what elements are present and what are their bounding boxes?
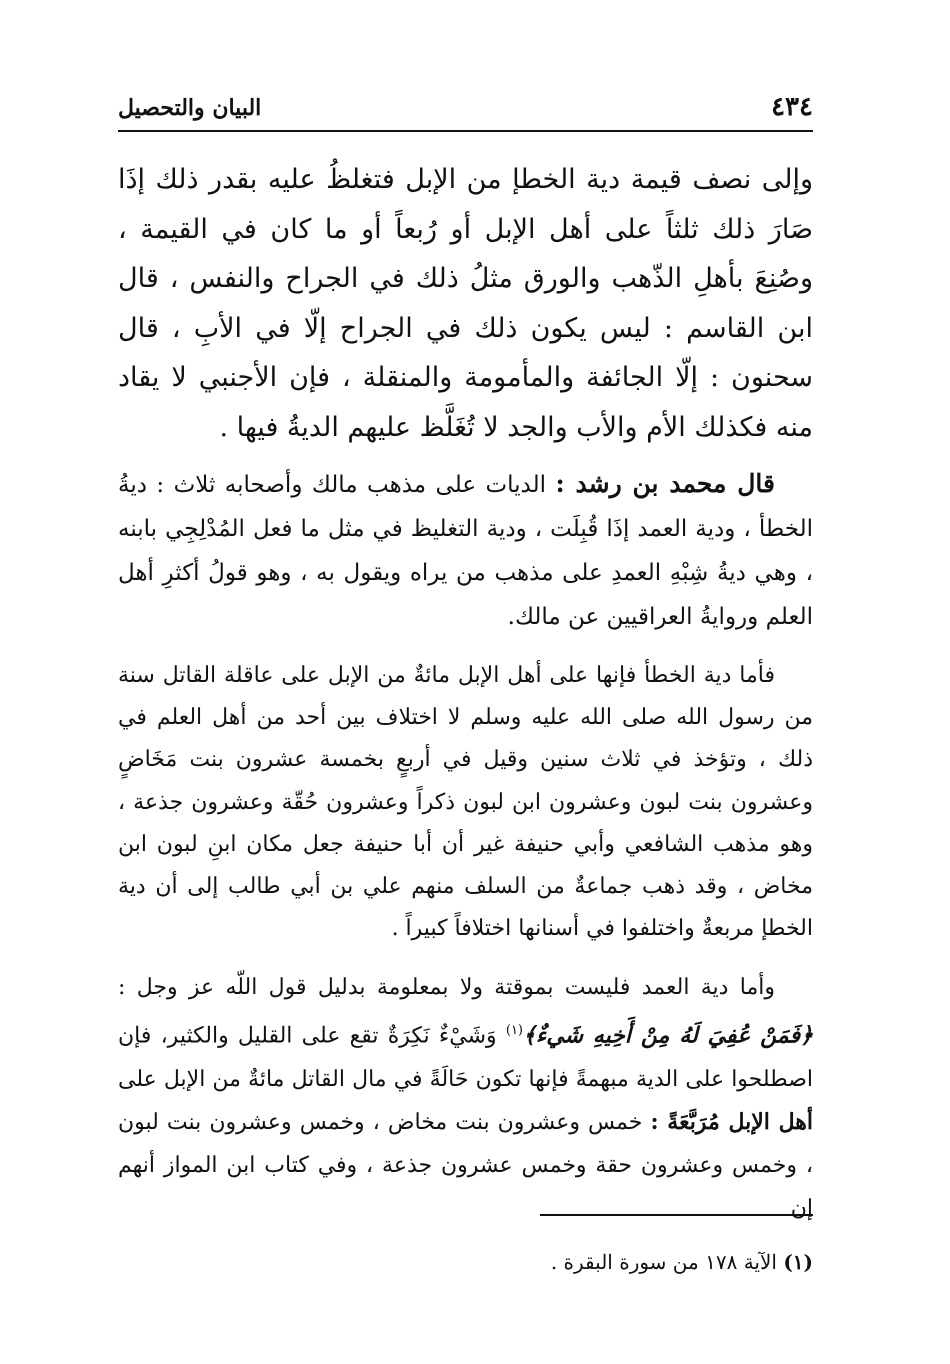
page-number: ٤٣٤ xyxy=(771,92,813,122)
speaker-label: قال محمد بن رشد : xyxy=(555,469,775,498)
paragraph-1-text: وإلى نصف قيمة دية الخطإ من الإبل فتغلظُ عليه بقدر ذلك إذَا صَارَ ذلك ثلثاً على أهل الإبل أو رُبعاً أو ما كان في القيمة ، وصُنِعَ بأهلِ الذّهب والورق مثلُ ذلك في الجراح والنفس ، قال ابن القاسم : ليس يكون ذلك في الجراح إلّا في الأبِ ، قال سحنون : إلّا الجائفة والمأمومة والمنقلة ، فإن الأجنبي لا يقاد منه فكذلك الأم والأب والجد لا تُغَلَّظ عليهم الديةُ فيها . xyxy=(118,164,813,443)
paragraph-4-end: خمس وعشرون بنت مخاض ، وخمس وعشرون بنت لبون ، وخمس وعشرون حقة وخمس عشرون جذعة ، وفي كتاب ابن المواز أنهم إن xyxy=(118,1109,813,1221)
footnote-text: الآية ١٧٨ من سورة البقرة . xyxy=(550,1250,777,1274)
main-text xyxy=(118,155,813,1230)
page-header xyxy=(118,92,813,132)
paragraph-4-start: وأما دية العمد فليست بموقتة ولا بمعلومة بدليل قول اللّه عز وجل : xyxy=(118,975,775,1001)
quran-verse: ﴿فَمَنْ عُفِيَ لَهُ مِنْ أَخِيهِ شَيءٌ﴾ xyxy=(523,1022,814,1049)
footnote-number: (١) xyxy=(783,1250,813,1274)
paragraph-2 xyxy=(118,462,813,639)
paragraph-1 xyxy=(118,155,813,452)
footnote-divider xyxy=(540,1214,813,1216)
paragraph-4-bold: أهل الإبل مُرَبَّعَةً : xyxy=(650,1108,813,1135)
footnote xyxy=(118,1248,813,1276)
paragraph-3-text: فأما دية الخطأ فإنها على أهل الإبل مائةٌ من الإبل على عاقلة القاتل سنة من رسول الله صلى الله عليه وسلم لا اختلاف بين أحد من أهل العلم في ذلك ، وتؤخذ في ثلاث سنين وقيل في أربعٍ بخمسة عشرون بنت مَخَاضٍ وعشرون بنت لبون وعشرون ابن لبون ذكراً وعشرون حُقّة وعشرون جذعة ، وهو مذهب الشافعي وأبي حنيفة غير أن أبا حنيفة جعل مكان ابنِ لبون ابن مخاض ، وقد ذهب جماعةٌ من السلف منهم علي بن أبي طالب إلى أن دية الخطإ مربعةٌ واختلفوا في أسنانها اختلافاً كبيراً . xyxy=(118,663,813,942)
footnote-reference[interactable]: (١) xyxy=(505,1023,523,1039)
paragraph-3 xyxy=(118,655,813,950)
book-title: البيان والتحصيل xyxy=(118,95,262,121)
paragraph-4-text: وَشَيْءٌ نَكِرَةٌ تقع على القليل والكثير، فإن اصطلحوا على الدية مبهمةً فإنها تكون حَالَةً في مال القاتل مائةٌ من الإبل على xyxy=(118,1023,813,1092)
paragraph-2-text: الديات على مذهب مالك وأصحابه ثلاث : ديةُ الخطأ ، ودية العمد إذَا قُبِلَت ، ودية التغليظ في مثل ما فعل المُدْلِجِي بابنه ، وهي ديةُ شِبْهِ العمدِ على مذهب من يراه ويقول به ، وهو قولُ أكثرِ أهل العلم وروايةُ العراقيين عن مالك. xyxy=(118,472,813,630)
paragraph-4 xyxy=(118,966,813,1229)
